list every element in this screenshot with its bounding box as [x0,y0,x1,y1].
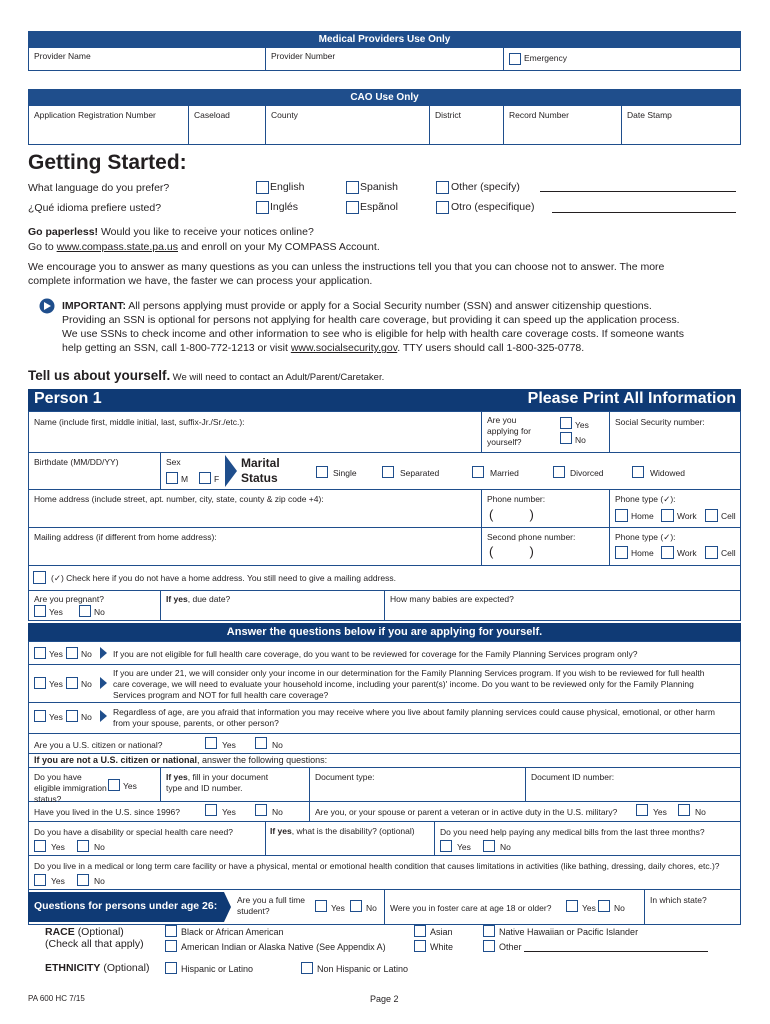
spanish-checkbox[interactable] [346,181,359,194]
race-hawaiian-checkbox[interactable] [483,925,495,937]
disability-no-checkbox[interactable] [77,840,89,852]
fp1-arrow-icon [100,647,107,659]
under-26-arrow-icon [224,892,231,922]
foster-no-checkbox[interactable] [598,900,610,912]
phone-type-2-label: Phone type (✓): [615,532,676,542]
married-checkbox[interactable] [472,466,484,478]
divorced-label: Divorced [570,468,604,478]
phone-home-label: Home [631,511,654,521]
fp1-no-checkbox[interactable] [66,647,78,659]
compass-link[interactable]: www.compass.state.pa.us [56,241,178,253]
race-black-checkbox[interactable] [165,925,177,937]
record-label: Record Number [509,110,569,120]
second-phone-label: Second phone number: [487,532,576,542]
fp1-yes-checkbox[interactable] [34,647,46,659]
bills-yes-label: Yes [457,842,471,852]
since-no-checkbox[interactable] [255,804,267,816]
phone-work-label: Work [677,511,697,521]
english-checkbox[interactable] [256,181,269,194]
sex-f-checkbox[interactable] [199,472,211,484]
fulltime-yes-checkbox[interactable] [315,900,327,912]
fp2-yes-checkbox[interactable] [34,677,46,689]
separated-checkbox[interactable] [382,466,394,478]
citizen-yes-checkbox[interactable] [205,737,217,749]
phone2-work-checkbox[interactable] [661,546,674,559]
provider-header: Medical Providers Use Only [28,31,741,48]
phone2-work-label: Work [677,548,697,558]
since-no-label: No [272,807,283,817]
phone2-cell-label: Cell [721,548,736,558]
race-white-label: White [430,942,454,952]
ssa-link[interactable]: www.socialsecurity.gov [290,342,398,354]
ingles-label: Inglés [270,201,299,213]
disability-no-label: No [94,842,105,852]
race-indian-checkbox[interactable] [165,940,177,952]
print-all-info: Please Print All Information [527,390,736,407]
race-check-all: (Check all that apply) [45,938,144,950]
page-number: Page 2 [370,994,399,1004]
fp3-no-checkbox[interactable] [66,710,78,722]
fp1-question: If you are not eligible for full health care coverage, do you want to be reviewed for coverage for the Family Planning Services program only? [113,649,638,659]
under-26-label: Questions for persons under age 26: [34,900,218,912]
fp2-no-label: No [81,679,92,689]
sex-label: Sex [166,457,181,467]
pregnant-yes-checkbox[interactable] [34,605,46,617]
fp1-yes-label: Yes [49,649,63,659]
phone-type-label: Phone type (✓): [615,494,676,504]
encourage-line1: We encourage you to answer as many questions as you can unless the instructions tell you that you can choose not to answer. The more [28,261,665,273]
foster-yes-label: Yes [582,903,596,913]
veteran-no-label: No [695,807,706,817]
applying-yes-label: Yes [575,420,589,430]
otro-checkbox[interactable] [436,201,449,214]
fp2-line2: care coverage, we will need to evaluate your household income, including your parent(s)' income. Do you want to be reviewed only for the Family Planning [113,679,694,689]
fill-doc-label: If yes, fill in your document type and ID number. [166,772,269,793]
citizen-no-label: No [272,740,283,750]
veteran-question: Are you, or your spouse or parent a veteran or in active duty in the U.S. military? [315,807,618,817]
answer-bar: Answer the questions below if you are applying for yourself. [28,623,741,641]
not-citizen-header: If you are not a U.S. citizen or national, answer the following questions: [34,755,328,765]
doc-type-label: Document type: [315,772,375,782]
disability-question: Do you have a disability or special health care need? [34,827,233,837]
important-line1: IMPORTANT: All persons applying must provide or apply for a Social Security number (SSN) and answer citizenship questions. [62,300,652,312]
fp2-line3: Services program and NOT for full health care coverage? [113,690,329,700]
other-language-label: Other (specify) [451,181,520,193]
race-asian-checkbox[interactable] [414,925,426,937]
foster-no-label: No [614,903,625,913]
race-indian-label: American Indian or Alaska Native (See Appendix A) [181,942,386,952]
pregnant-no-checkbox[interactable] [79,605,91,617]
form-number: PA 600 HC 7/15 [28,994,85,1003]
race-asian-label: Asian [430,927,453,937]
eligible-question: Do you have eligible immigration status? [34,772,107,804]
fp3-no-label: No [81,712,92,722]
date-stamp-label: Date Stamp [627,110,672,120]
provider-number-label: Provider Number [271,51,336,61]
pregnant-no-label: No [94,607,105,617]
otro-label: Otro (especifique) [451,201,535,213]
important-line3: We use SSNs to check income and other information to see who is eligible for help with health care coverage costs. If someone wants [62,328,684,340]
fp2-line1: If you are under 21, we will consider only your income in our determination for the Family Planning Services program. If you wish to be reviewed for full health [113,668,705,678]
encourage-line2: complete information we have, the faster we can process your application. [28,275,373,287]
race-other-checkbox[interactable] [483,940,495,952]
facility-no-label: No [94,876,105,886]
fp3-arrow-icon [100,710,107,722]
phone2-home-checkbox[interactable] [615,546,628,559]
ssn-label: Social Security number: [615,417,705,427]
fp2-arrow-icon [100,677,107,689]
paperless-line1: Go paperless! Would you like to receive your notices online? [28,226,314,238]
home-address-label: Home address (include street, apt. number, city, state, county & zip code +4): [34,494,324,504]
other-language-checkbox[interactable] [436,181,449,194]
doc-id-label: Document ID number: [531,772,615,782]
arrow-right-icon [39,298,55,314]
phone-work-checkbox[interactable] [661,509,674,522]
no-home-checkbox[interactable] [33,571,46,584]
which-state-label: In which state? [650,895,707,905]
fp3-line2: from your spouse, parents, or other person? [113,718,279,728]
fp3-yes-label: Yes [49,712,63,722]
eligible-yes-label: Yes [123,781,137,791]
non-hispanic-label: Non Hispanic or Latino [317,964,409,974]
district-label: District [435,110,461,120]
disability-detail-label: If yes, what is the disability? (optional) [270,826,415,836]
foster-yes-checkbox[interactable] [566,900,578,912]
ethnicity-title: ETHNICITY (Optional) [45,962,150,974]
important-line2: Providing an SSN is optional for persons not applying for health care coverage, but providing it can speed up the application process. [62,314,680,326]
phone2-cell-checkbox[interactable] [705,546,718,559]
facility-yes-checkbox[interactable] [34,874,46,886]
citizen-yes-label: Yes [222,740,236,750]
hispanic-label: Hispanic or Latino [181,964,254,974]
app-reg-label: Application Registration Number [34,110,156,120]
otro-blank[interactable] [552,212,736,213]
phone-number-label: Phone number: [487,494,546,504]
citizen-question: Are you a U.S. citizen or national? [34,740,163,750]
medical-bills-question: Do you need help paying any medical bills from the last three months? [440,827,705,837]
emergency-label: Emergency [524,53,567,63]
widowed-label: Widowed [650,468,685,478]
name-label: Name (include first, middle initial, last, suffix-Jr./Sr./etc.): [34,417,245,427]
ingles-checkbox[interactable] [256,201,269,214]
phone-home-checkbox[interactable] [615,509,628,522]
fulltime-no-checkbox[interactable] [350,900,362,912]
race-other-label: Other [499,942,522,952]
fp3-line1: Regardless of age, are you afraid that information you may receive where you live about family planning services could cause physical, emotional, or other harm [113,707,715,717]
facility-question: Do you live in a medical or long term care facility or have a physical, mental or emotional health condition that causes limitations in activities (like bathing, dressing, daily chores, etc.)? [34,861,720,871]
applying-no-label: No [575,435,586,445]
bills-yes-checkbox[interactable] [440,840,452,852]
cao-header: CAO Use Only [28,89,741,106]
divorced-checkbox[interactable] [553,466,565,478]
important-line4: help getting an SSN, call 1-800-772-1213 or visit www.socialsecurity.gov. TTY users should call 1-800-325-0778. [62,342,585,354]
tell-us-heading: Tell us about yourself. We will need to contact an Adult/Parent/Caretaker. [28,368,385,383]
fulltime-no-label: No [366,903,377,913]
espanol-label: Espãnol [360,201,398,213]
since-yes-checkbox[interactable] [205,804,217,816]
race-hawaiian-label: Native Hawaiian or Pacific Islander [499,927,639,937]
race-black-label: Black or African American [181,927,284,937]
mailing-address-label: Mailing address (if different from home address): [34,532,217,542]
phone2-home-label: Home [631,548,654,558]
phone-parens[interactable]: ( ) [489,507,534,522]
no-home-label: (✓) Check here if you do not have a home address. You still need to give a mailing address. [51,573,396,583]
second-phone-parens[interactable]: ( ) [489,544,534,559]
other-language-blank[interactable] [540,191,736,192]
race-title: RACE (Optional) [45,926,124,938]
page-title: Getting Started: [28,151,187,174]
fulltime-question: Are you a full time student? [237,895,306,916]
facility-yes-label: Yes [51,876,65,886]
fp2-yes-label: Yes [49,679,63,689]
since-yes-label: Yes [222,807,236,817]
single-label: Single [333,468,357,478]
facility-no-checkbox[interactable] [77,874,89,886]
birthdate-label: Birthdate (MM/DD/YY) [34,457,119,467]
phone-cell-label: Cell [721,511,736,521]
since-1996-question: Have you lived in the U.S. since 1996? [34,807,181,817]
marital-arrow-icon [225,455,237,487]
caseload-label: Caseload [194,110,230,120]
race-white-checkbox[interactable] [414,940,426,952]
foster-question: Were you in foster care at age 18 or older? [390,903,552,913]
hispanic-checkbox[interactable] [165,962,177,974]
disability-yes-checkbox[interactable] [34,840,46,852]
provider-box [28,47,741,71]
separated-label: Separated [400,468,440,478]
sex-m-checkbox[interactable] [166,472,178,484]
paperless-line2: Go to www.compass.state.pa.us and enroll on your My COMPASS Account. [28,241,380,253]
pregnant-yes-label: Yes [49,607,63,617]
married-label: Married [490,468,519,478]
marital-status-label: Marital Status [241,456,280,485]
person-title: Person 1 [34,390,102,407]
disability-yes-label: Yes [51,842,65,852]
fulltime-yes-label: Yes [331,903,345,913]
language-question-en: What language do you prefer? [28,182,170,194]
citizen-no-checkbox[interactable] [255,737,267,749]
bills-no-label: No [500,842,511,852]
english-label: English [270,181,305,193]
race-other-blank[interactable] [524,951,708,952]
widowed-checkbox[interactable] [632,466,644,478]
espanol-checkbox[interactable] [346,201,359,214]
veteran-yes-checkbox[interactable] [636,804,648,816]
eligible-yes-checkbox[interactable] [108,779,120,791]
fp2-no-checkbox[interactable] [66,677,78,689]
phone-cell-checkbox[interactable] [705,509,718,522]
pregnant-label: Are you pregnant? [34,594,104,604]
fp1-no-label: No [81,649,92,659]
due-date-label: If yes, due date? [166,594,231,604]
applying-yes-checkbox[interactable] [560,417,572,429]
fp3-yes-checkbox[interactable] [34,710,46,722]
single-checkbox[interactable] [316,466,328,478]
provider-name-label: Provider Name [34,51,91,61]
emergency-checkbox[interactable] [509,53,521,65]
veteran-no-checkbox[interactable] [678,804,690,816]
spanish-label: Spanish [360,181,398,193]
language-question-es: ¿Qué idioma prefiere usted? [28,202,162,214]
babies-label: How many babies are expected? [390,594,514,604]
sex-f-label: F [214,474,220,484]
applying-no-checkbox[interactable] [560,432,572,444]
county-label: County [271,110,298,120]
non-hispanic-checkbox[interactable] [301,962,313,974]
veteran-yes-label: Yes [653,807,667,817]
applying-label: Are you applying for yourself? [487,415,531,447]
bills-no-checkbox[interactable] [483,840,495,852]
sex-m-label: M [181,474,189,484]
